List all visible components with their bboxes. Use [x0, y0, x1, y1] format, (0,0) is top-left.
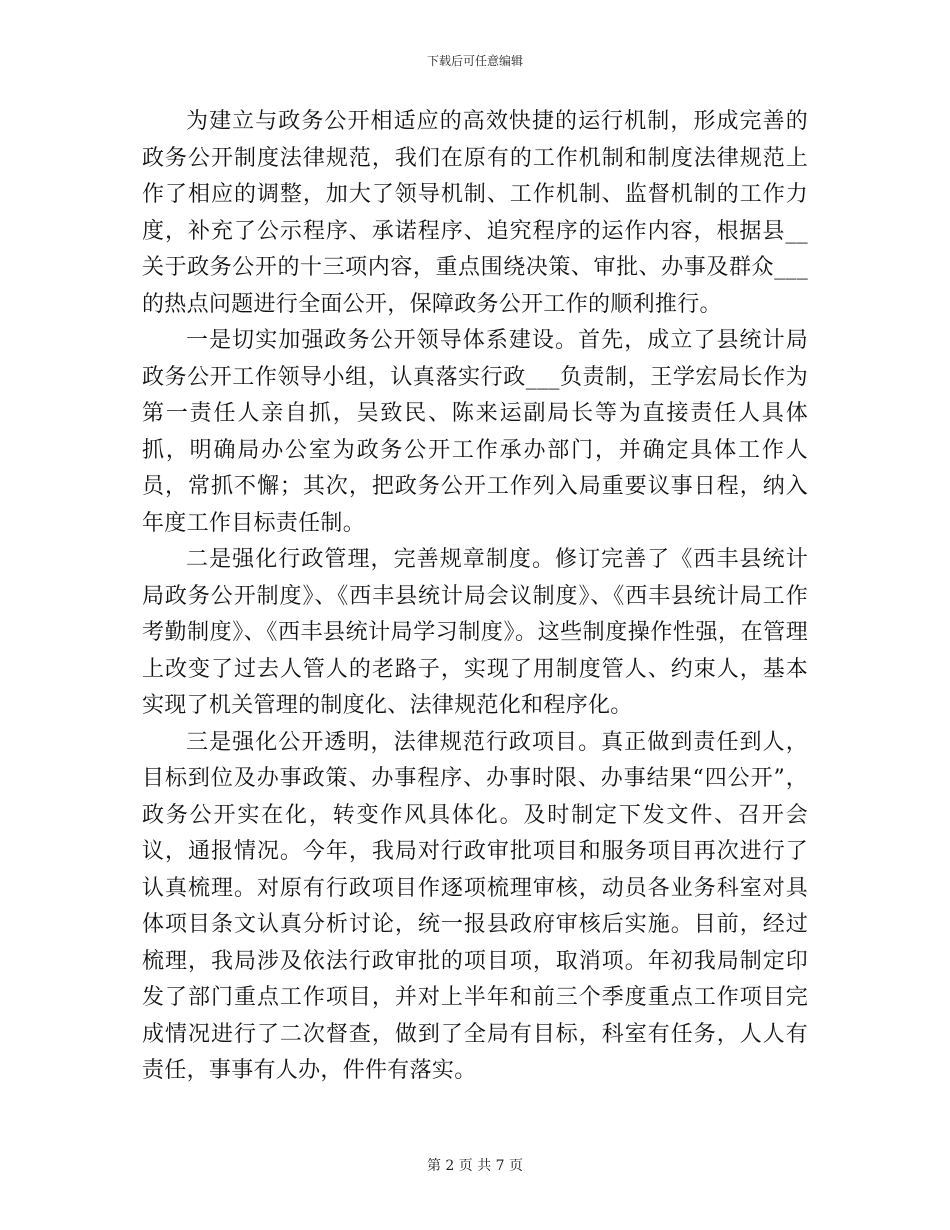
document-body: [142, 104, 808, 1090]
page-number: 第 2 页 共 7 页: [426, 1158, 524, 1174]
paragraph-leadership: 一是切实加强政务公开领导体系建设。首先，成立了县统计局政务公开工作领导小组，认真落实行政___负责制，王学宏局长作为第一责任人亲自抓，吴致民、陈来运副局长等为直接责任人具体抓，明确局办公室为政务公开工作承办部门，并确定具体工作人员，常抓不懈；其次，把政务公开工作列入局重要议事日程，纳入年度工作目标责任制。: [142, 328, 808, 536]
paragraph-regulations: 二是强化行政管理，完善规章制度。修订完善了《西丰县统计局政务公开制度》、《西丰县统计局会议制度》、《西丰县统计局工作考勤制度》、《西丰县统计局学习制度》。这些制度操作性强，在管理上改变了过去人管人的老路子，实现了用制度管人、约束人，基本实现了机关管理的制度化、法律规范化和程序化。: [142, 547, 808, 718]
paragraph-transparency: 三是强化公开透明，法律规范行政项目。真正做到责任到人，目标到位及办事政策、办事程序、办事时限、办事结果“四公开”，政务公开实在化，转变作风具体化。及时制定下发文件、召开会议，通报情况。今年，我局对行政审批项目和服务项目再次进行了认真梳理。对原有行政项目作逐项梳理审核，动员各业务科室对具体项目条文认真分析讨论，统一报县政府审核后实施。目前，经过梳理，我局涉及依法行政审批的项目项，取消项。年初我局制定印发了部门重点工作项目，并对上半年和前三个季度重点工作项目完成情况进行了二次督查，做到了全局有目标，科室有任务，人人有责任，事事有人办，件件有落实。: [142, 729, 808, 1083]
page-header: 下载后可任意编辑: [426, 54, 523, 68]
paragraph-intro: 为建立与政务公开相适应的高效快捷的运行机制，形成完善的政务公开制度法律规范，我们在原有的工作机制和制度法律规范上作了相应的调整，加大了领导机制、工作机制、监督机制的工作力度，补充了公示程序、承诺程序、追究程序的运作内容，根据县__关于政务公开的十三项内容，重点围绕决策、审批、办事及群众___的热点问题进行全面公开，保障政务公开工作的顺利推行。: [142, 109, 808, 317]
